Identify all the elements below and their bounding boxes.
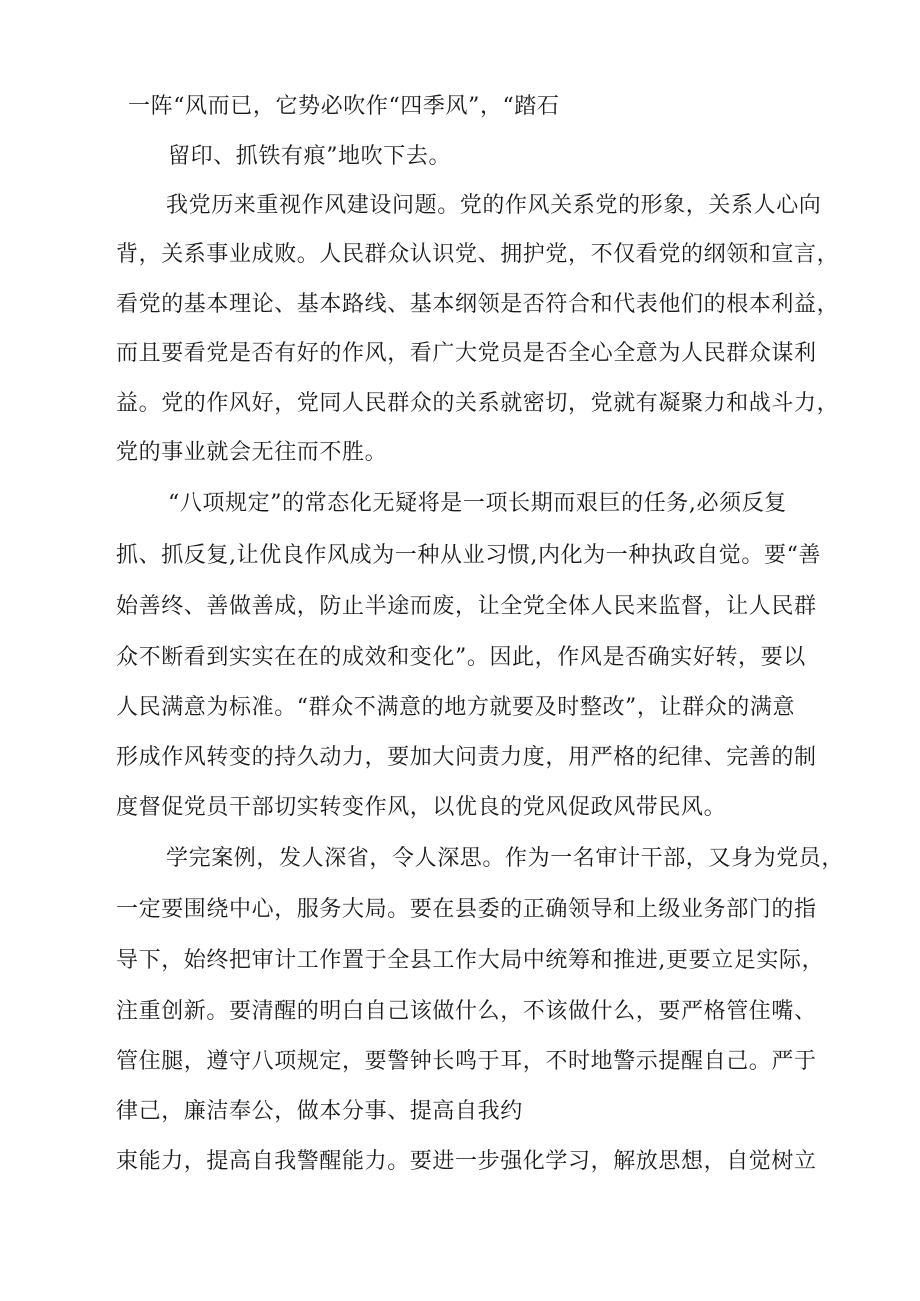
text-line: 一阵“风而已，它势必吹作“四季风”，“踏石 xyxy=(128,94,560,119)
text-line: 管住腿，遵守八项规定，要警钟长鸣于耳，不时地警示提醒自己。严于 xyxy=(116,1049,817,1074)
text-line: 而且要看党是否有好的作风，看广大党员是否全心全意为人民群众谋利 xyxy=(116,341,817,366)
text-line: 导下，始终把审计工作置于全县工作大局中统筹和推进,更要立足实际， xyxy=(116,948,825,973)
text-line: 党的事业就会无往而不胜。 xyxy=(116,440,388,465)
text-line: 背，关系事业成败。人民群众认识党、拥护党，不仅看党的纲领和宣言， xyxy=(116,242,840,267)
text-line: 一定要围绕中心，服务大局。要在县委的正确领导和上级业务部门的指 xyxy=(116,897,817,922)
text-line: 益。党的作风好，党同人民群众的关系就密切，党就有凝聚力和战斗力， xyxy=(116,391,840,416)
text-line: 束能力，提高自我警醒能力。要进一步强化学习，解放思想，自觉树立 xyxy=(116,1149,817,1174)
text-line: 形成作风转变的持久动力，要加大问责力度，用严格的纪律、完善的制 xyxy=(116,745,817,770)
text-line: 律己，廉洁奉公，做本分事、提高自我约 xyxy=(116,1099,523,1124)
text-line: 始善终、善做善成，防止半途而废，让全党全体人民来监督，让人民群 xyxy=(116,594,817,619)
text-line: 看党的基本理论、基本路线、基本纲领是否符合和代表他们的根本利益， xyxy=(116,292,840,317)
paragraph-start-line: “八项规定”的常态化无疑将是一项长期而艰巨的任务,必须反复 xyxy=(168,491,787,516)
text-line: 众不断看到实实在在的成效和变化”。因此，作风是否确实好转，要以 xyxy=(116,645,806,670)
paragraph-start-line: 我党历来重视作风建设问题。党的作风关系党的形象，关系人心向 xyxy=(166,193,822,218)
text-line: 注重创新。要清醒的明白自己该做什么，不该做什么，要严格管住嘴、 xyxy=(116,999,817,1024)
text-line: 度督促党员干部切实转变作风，以优良的党风促政风带民风。 xyxy=(116,795,727,820)
text-line: 人民满意为标准。“群众不满意的地方就要及时整改”，让群众的满意 xyxy=(116,695,796,720)
text-line: 抓、抓反复,让优良作风成为一种从业习惯,内化为一种执政自觉。要“善 xyxy=(116,543,822,568)
text-line: 留印、抓铁有痕”地吹下去。 xyxy=(168,144,452,169)
paragraph-start-line: 学完案例，发人深省，令人深思。作为一名审计干部，又身为党员， xyxy=(166,846,845,871)
